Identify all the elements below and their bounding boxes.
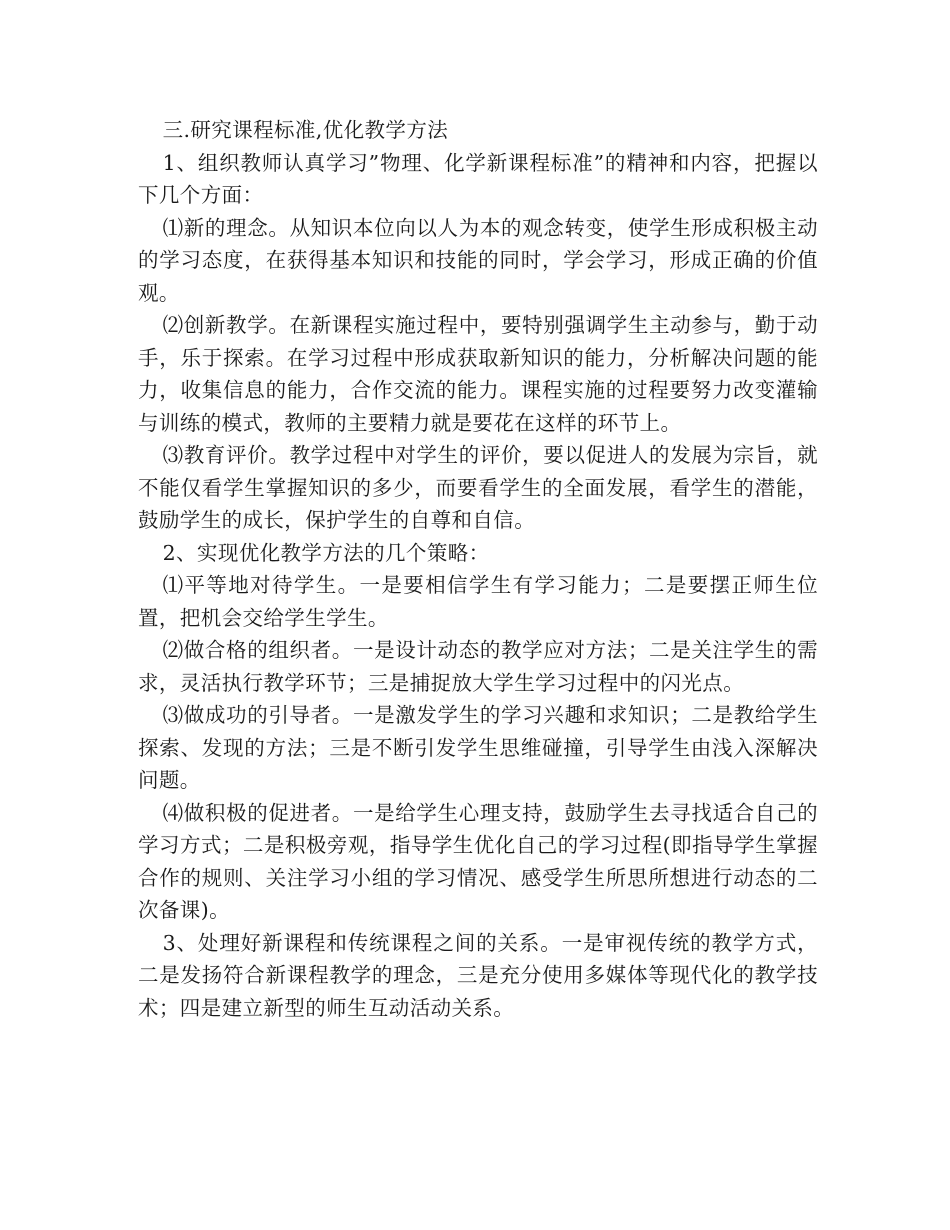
paragraph-successful-guide: ⑶做成功的引导者。一是激发学生的学习兴趣和求知识；二是教给学生探索、发现的方法；三是不断引发学生思维碰撞，引导学生由浅入深解决问题。 xyxy=(138,703,818,792)
paragraph-strategies-title: 2、实现优化教学方法的几个策略： xyxy=(162,540,490,565)
paragraph-qualified-organizer: ⑵做合格的组织者。一是设计动态的教学应对方法；二是关注学生的需求，灵活执行教学环节；三是捕捉放大学生学习过程中的闪光点。 xyxy=(138,638,818,695)
paragraph-active-promoter: ⑷做积极的促进者。一是给学生心理支持，鼓励学生去寻找适合自己的学习方式；二是积极旁观，指导学生优化自己的学习过程(即指导学生掌握合作的规则、关注学习小组的学习情况、感受学生所思所想进行动态的二次备课)。 xyxy=(138,800,818,922)
section-heading: 三.研究课程标准,优化教学方法 xyxy=(162,118,449,142)
paragraph-innovative-teaching: ⑵创新教学。在新课程实施过程中，要特别强调学生主动参与，勤于动手，乐于探索。在学习过程中形成获取新知识的能力，分析解决问题的能力，收集信息的能力，合作交流的能力。课程实施的过程要努力改变灌输与训练的模式，教师的主要精力就是要花在这样的环节上。 xyxy=(138,313,818,435)
paragraph-treat-students-equally: ⑴平等地对待学生。一是要相信学生有学习能力；二是要摆正师生位置，把机会交给学生学生。 xyxy=(138,573,818,630)
paragraph-education-evaluation: ⑶教育评价。教学过程中对学生的评价，要以促进人的发展为宗旨，就不能仅看学生掌握知识的多少，而要看学生的全面发展，看学生的潜能，鼓励学生的成长，保护学生的自尊和自信。 xyxy=(138,443,818,532)
document-body xyxy=(138,114,818,1024)
paragraph-study-standards: 1、组织教师认真学习”物理、化学新课程标准”的精神和内容，把握以下几个方面： xyxy=(138,150,818,207)
paragraph-new-concept: ⑴新的理念。从知识本位向以人为本的观念转变，使学生形成积极主动的学习态度，在获得基本知识和技能的同时，学会学习，形成正确的价值观。 xyxy=(138,215,818,305)
paragraph-new-vs-traditional: 3、处理好新课程和传统课程之间的关系。一是审视传统的教学方式，二是发扬符合新课程教学的理念，三是充分使用多媒体等现代化的教学技术；四是建立新型的师生互动活动关系。 xyxy=(138,930,818,1020)
